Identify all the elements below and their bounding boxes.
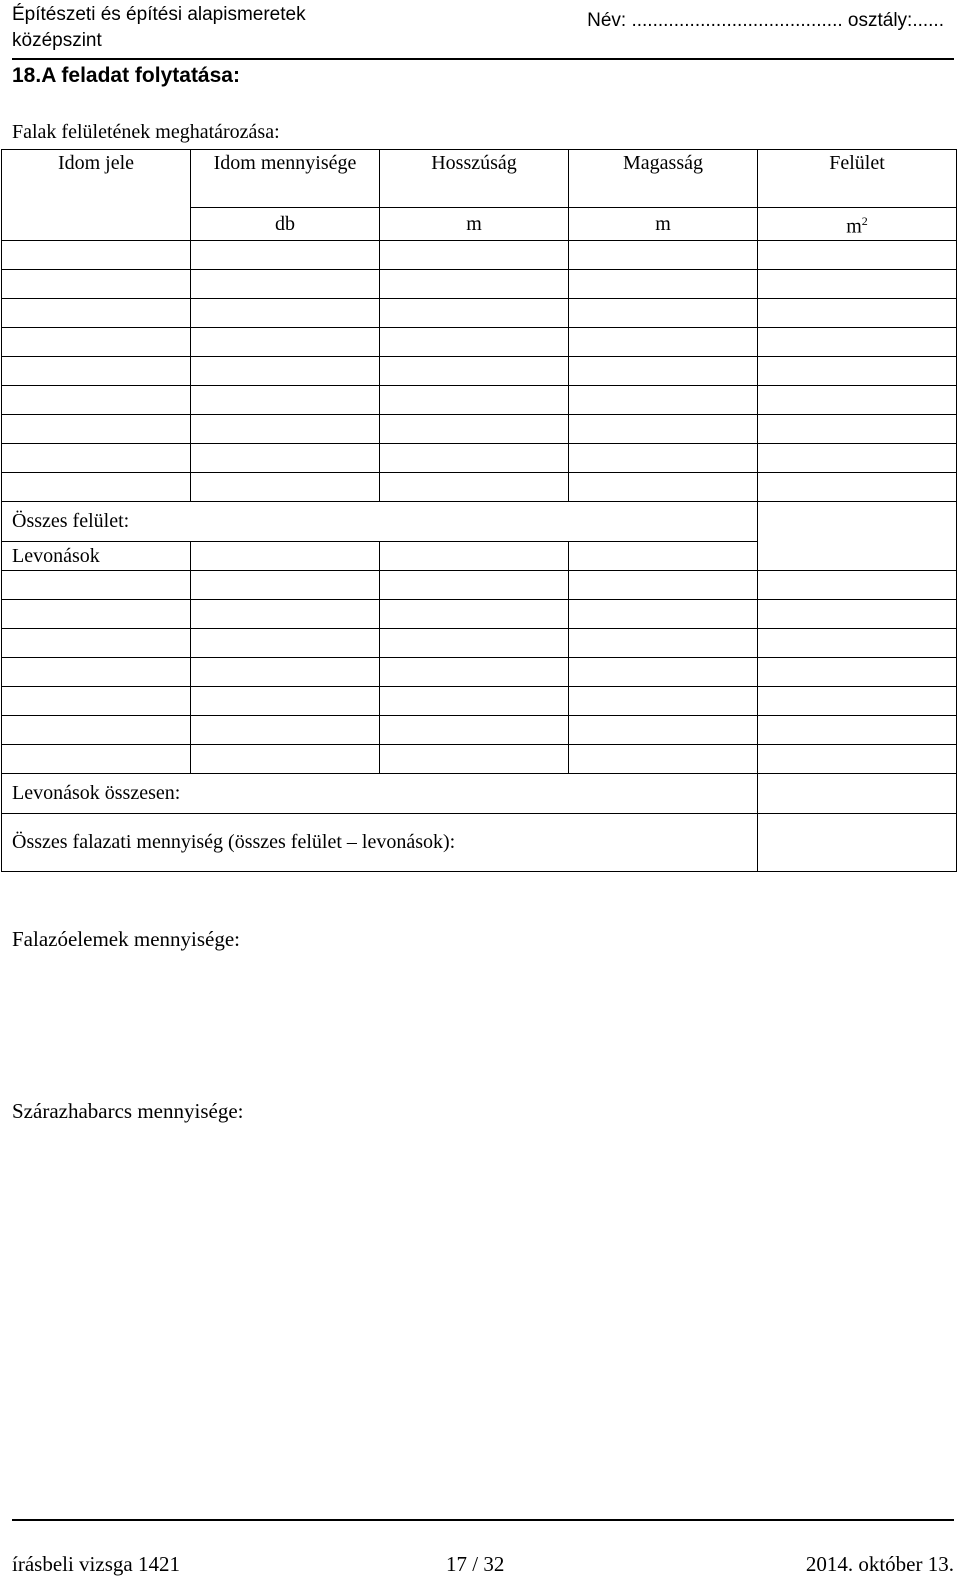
- cell[interactable]: [569, 686, 758, 715]
- net-masonry-row: [2, 813, 957, 871]
- cell[interactable]: [191, 240, 380, 269]
- cell[interactable]: [758, 443, 957, 472]
- cell[interactable]: [380, 327, 569, 356]
- cell[interactable]: [380, 472, 569, 501]
- cell[interactable]: [380, 570, 569, 599]
- cell[interactable]: [191, 657, 380, 686]
- exam-id: írásbeli vizsga 1421: [12, 1552, 180, 1576]
- cell[interactable]: [191, 414, 380, 443]
- table-row: [2, 327, 957, 356]
- cell[interactable]: [758, 472, 957, 501]
- cell[interactable]: [758, 570, 957, 599]
- cell[interactable]: [569, 628, 758, 657]
- cell[interactable]: [380, 657, 569, 686]
- deductions-total-label: Levonások összesen:: [2, 773, 758, 813]
- cell[interactable]: [2, 686, 191, 715]
- cell[interactable]: [191, 686, 380, 715]
- cell[interactable]: [380, 628, 569, 657]
- cell[interactable]: [569, 414, 758, 443]
- cell[interactable]: [2, 472, 191, 501]
- exam-date: 2014. október 13.: [805, 1552, 954, 1576]
- cell[interactable]: [191, 327, 380, 356]
- cell[interactable]: [191, 472, 380, 501]
- cell[interactable]: [191, 269, 380, 298]
- cell[interactable]: [758, 356, 957, 385]
- cell[interactable]: [569, 356, 758, 385]
- table-row: [2, 570, 957, 599]
- col-header-shape-id: Idom jele: [2, 150, 191, 241]
- cell[interactable]: [569, 541, 758, 570]
- cell[interactable]: [569, 657, 758, 686]
- cell[interactable]: [569, 298, 758, 327]
- table-row: [2, 686, 957, 715]
- subject-header: [12, 2, 306, 54]
- col-header-area: Felület: [758, 150, 957, 208]
- cell[interactable]: [191, 541, 380, 570]
- cell[interactable]: [191, 385, 380, 414]
- cell[interactable]: [2, 570, 191, 599]
- name-class-field: Név: ........................................ osztály:......: [587, 10, 944, 31]
- cell[interactable]: [380, 298, 569, 327]
- cell[interactable]: [569, 240, 758, 269]
- cell[interactable]: [2, 414, 191, 443]
- cell[interactable]: [2, 240, 191, 269]
- cell[interactable]: [380, 269, 569, 298]
- total-area-value[interactable]: [758, 501, 957, 570]
- cell[interactable]: [569, 269, 758, 298]
- table-row: [2, 715, 957, 744]
- deductions-total-value[interactable]: [758, 773, 957, 813]
- cell[interactable]: [2, 298, 191, 327]
- cell[interactable]: [191, 443, 380, 472]
- cell[interactable]: [569, 599, 758, 628]
- table-row: [2, 628, 957, 657]
- cell[interactable]: [2, 715, 191, 744]
- subject-title: Építészeti és építési alapismeretek: [12, 4, 306, 25]
- cell[interactable]: [2, 628, 191, 657]
- cell[interactable]: [758, 269, 957, 298]
- table-row: [2, 443, 957, 472]
- cell[interactable]: [2, 327, 191, 356]
- cell[interactable]: [2, 385, 191, 414]
- col-header-height: Magasság: [569, 150, 758, 208]
- dry-mortar-question: Szárazhabarcs mennyisége:: [12, 1099, 244, 1123]
- section-title: Falak felületének meghatározása:: [12, 121, 280, 143]
- wall-area-table: [1, 149, 957, 872]
- col-header-length: Hosszúság: [380, 150, 569, 208]
- cell[interactable]: [2, 356, 191, 385]
- cell[interactable]: [758, 686, 957, 715]
- subject-level: középszint: [12, 30, 102, 51]
- cell[interactable]: [191, 599, 380, 628]
- total-area-label: Összes felület:: [2, 501, 758, 541]
- unit-area-base: m: [846, 215, 862, 238]
- page-number: 17 / 32: [446, 1552, 505, 1576]
- cell[interactable]: [380, 356, 569, 385]
- cell[interactable]: [380, 744, 569, 773]
- cell[interactable]: [569, 327, 758, 356]
- cell[interactable]: [191, 298, 380, 327]
- cell[interactable]: [380, 443, 569, 472]
- cell[interactable]: [569, 443, 758, 472]
- cell[interactable]: [380, 240, 569, 269]
- table-row: [2, 599, 957, 628]
- table-row: [2, 356, 957, 385]
- cell[interactable]: [191, 628, 380, 657]
- unit-height: m: [569, 208, 758, 241]
- cell[interactable]: [191, 570, 380, 599]
- cell[interactable]: [2, 744, 191, 773]
- cell[interactable]: [2, 599, 191, 628]
- deductions-total-row: [2, 773, 957, 813]
- footer-divider: [12, 1519, 954, 1521]
- table-row: [2, 414, 957, 443]
- cell[interactable]: [380, 414, 569, 443]
- cell[interactable]: [191, 744, 380, 773]
- net-masonry-label: Összes falazati mennyiség (összes felület – levonások):: [2, 813, 758, 871]
- cell[interactable]: [758, 657, 957, 686]
- cell[interactable]: [380, 715, 569, 744]
- cell[interactable]: [380, 599, 569, 628]
- col-header-shape-count: Idom mennyisége: [191, 150, 380, 208]
- table-row: [2, 240, 957, 269]
- table-header-row: [2, 150, 957, 208]
- cell[interactable]: [569, 472, 758, 501]
- cell[interactable]: [380, 385, 569, 414]
- table-row: [2, 744, 957, 773]
- cell[interactable]: [2, 269, 191, 298]
- cell[interactable]: [758, 414, 957, 443]
- deductions-label: Levonások: [2, 541, 191, 570]
- header-divider: [12, 58, 954, 60]
- table-row: [2, 269, 957, 298]
- unit-length: m: [380, 208, 569, 241]
- table-row: [2, 472, 957, 501]
- cell[interactable]: [758, 327, 957, 356]
- cell[interactable]: [569, 744, 758, 773]
- cell[interactable]: [758, 240, 957, 269]
- cell[interactable]: [380, 686, 569, 715]
- cell[interactable]: [758, 599, 957, 628]
- unit-area: [758, 208, 957, 241]
- cell[interactable]: [758, 628, 957, 657]
- cell[interactable]: [758, 298, 957, 327]
- cell[interactable]: [569, 385, 758, 414]
- cell[interactable]: [569, 715, 758, 744]
- cell[interactable]: [380, 541, 569, 570]
- cell[interactable]: [569, 570, 758, 599]
- cell[interactable]: [191, 715, 380, 744]
- unit-count: db: [191, 208, 380, 241]
- table-row: [2, 657, 957, 686]
- table-row: [2, 298, 957, 327]
- cell[interactable]: [2, 443, 191, 472]
- task-title: 18.A feladat folytatása:: [12, 64, 240, 87]
- cell[interactable]: [758, 385, 957, 414]
- cell[interactable]: [2, 657, 191, 686]
- cell[interactable]: [191, 356, 380, 385]
- cell[interactable]: [758, 744, 957, 773]
- masonry-units-question: Falazóelemek mennyisége:: [12, 927, 240, 951]
- table-row: [2, 385, 957, 414]
- net-masonry-value[interactable]: [758, 813, 957, 871]
- unit-area-exponent: 2: [861, 214, 868, 228]
- total-area-row: [2, 501, 957, 541]
- cell[interactable]: [758, 715, 957, 744]
